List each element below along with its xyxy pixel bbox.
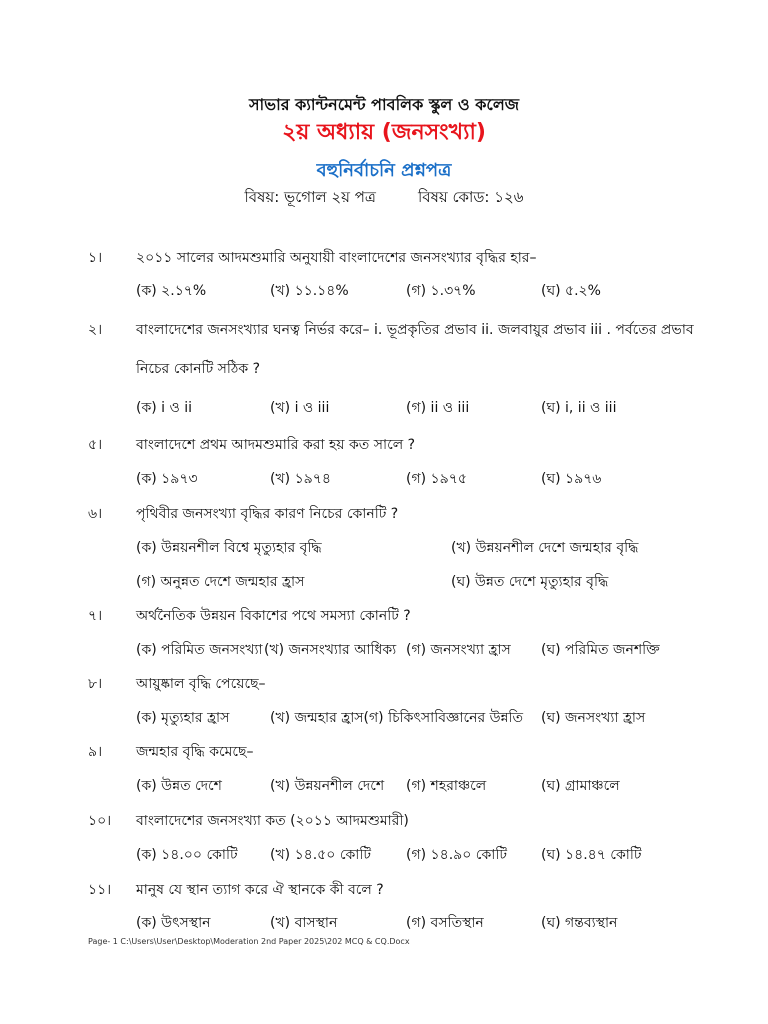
- question-number: ৬।: [88, 506, 103, 522]
- question-number: ৮।: [88, 676, 103, 692]
- option: (খ) উন্নয়নশীল দেশে জন্মহার বৃদ্ধি: [451, 540, 639, 556]
- option: (ক) ১৪.০০ কোটি: [136, 847, 238, 863]
- question-text: বাংলাদেশের জনসংখ্যা কত (২০১১ আদমশুমারী): [136, 813, 409, 829]
- option: (খ) বাসস্থান: [270, 915, 338, 931]
- option: (গ) ১.৩৭%: [406, 283, 476, 299]
- question-text: বাংলাদেশের জনসংখ্যার ঘনত্ব নির্ভর করে– i. ভূপ্রকৃতির প্রভাব ii. জলবায়ুর প্রভাব iii . পর্বতের প্রভাব: [136, 322, 694, 338]
- option: (ক) i ও ii: [136, 400, 193, 416]
- subject-code: বিষয় কোড: ১২৬: [417, 188, 524, 206]
- question-text: আয়ুষ্কাল বৃদ্ধি পেয়েছে–: [136, 676, 266, 692]
- option: (ক) মৃত্যুহার হ্রাস: [136, 710, 230, 726]
- question-text: অর্থনৈতিক উন্নয়ন বিকাশের পথে সমস্যা কোনটি ?: [136, 608, 411, 624]
- option: (ক) ২.১৭%: [136, 283, 207, 299]
- option: (খ) ১৪.৫০ কোটি: [270, 847, 371, 863]
- question-text: পৃথিবীর জনসংখ্যা বৃদ্ধির কারণ নিচের কোনটি ?: [136, 506, 399, 522]
- option: (ক) উৎসস্থান: [136, 915, 211, 931]
- option: (খ) উন্নয়নশীল দেশে: [270, 778, 385, 794]
- option: (খ) জন্মহার হ্রাস(গ) চিকিৎসাবিজ্ঞানের উন্নতি: [270, 710, 524, 726]
- chapter-title: ২য় অধ্যায় (জনসংখ্যা): [282, 120, 486, 145]
- option: (গ) ১৯৭৫: [406, 471, 467, 487]
- subject-line: [0, 186, 768, 211]
- question-type-title: বহুনির্বাচনি প্রশ্নপত্র: [316, 160, 452, 181]
- option: (ঘ) ৫.২%: [541, 283, 601, 299]
- question-text: মানুষ যে স্থান ত্যাগ করে ঐ স্থানকে কী বলে ?: [136, 882, 384, 898]
- option: (ঘ) i, ii ও iii: [541, 400, 617, 416]
- option: (গ) ii ও iii: [406, 400, 470, 416]
- option: (খ) জনসংখ্যার আধিক্য: [264, 642, 397, 658]
- question-text-2: নিচের কোনটি সঠিক ?: [136, 361, 261, 377]
- option: (গ) ১৪.৯০ কোটি: [406, 847, 507, 863]
- option: (গ) জনসংখ্যা হ্রাস: [406, 642, 511, 658]
- option: (ঘ) গন্তব্যস্থান: [541, 915, 618, 931]
- question-number: ৯।: [88, 744, 103, 760]
- page-footer: Page- 1 C:\Users\User\Desktop\Moderation 2nd Paper 2025\202 MCQ & CQ.Docx: [88, 937, 410, 946]
- option: (খ) ১১.১৪%: [270, 283, 349, 299]
- option: (ঘ) গ্রামাঞ্চলে: [541, 778, 620, 794]
- option: (ঘ) উন্নত দেশে মৃত্যুহার বৃদ্ধি: [451, 574, 609, 590]
- question-number: ১১।: [88, 882, 112, 898]
- option: (ক) উন্নয়নশীল বিশ্বে মৃত্যুহার বৃদ্ধি: [136, 540, 322, 556]
- question-number: ২।: [88, 322, 103, 338]
- option: (ক) ১৯৭৩: [136, 471, 198, 487]
- option: (ঘ) ১৯৭৬: [541, 471, 602, 487]
- option: (খ) i ও iii: [270, 400, 330, 416]
- question-text: জন্মহার বৃদ্ধি কমেছে–: [136, 744, 254, 760]
- option: (খ) ১৯৭৪: [270, 471, 331, 487]
- question-number: ৭।: [88, 608, 103, 624]
- subject-label: বিষয়: ভূগোল ২য় পত্র: [244, 188, 376, 206]
- question-number: ১০।: [88, 813, 112, 829]
- option: (ক) পরিমিত জনসংখ্যা: [136, 642, 263, 658]
- school-name: সাভার ক্যান্টনমেন্ট পাবলিক স্কুল ও কলেজ: [248, 95, 520, 114]
- question-text: ২০১১ সালের আদমশুমারি অনুযায়ী বাংলাদেশের জনসংখ্যার বৃদ্ধির হার–: [136, 250, 537, 266]
- option: (ক) উন্নত দেশে: [136, 778, 222, 794]
- option: (গ) অনুন্নত দেশে জন্মহার হ্রাস: [136, 574, 305, 590]
- option: (ঘ) জনসংখ্যা হ্রাস: [541, 710, 646, 726]
- option: (ঘ) ১৪.৪৭ কোটি: [541, 847, 642, 863]
- question-text: বাংলাদেশে প্রথম আদমশুমারি করা হয় কত সালে ?: [136, 437, 416, 453]
- option: (ঘ) পরিমিত জনশক্তি: [541, 642, 660, 658]
- option: (গ) বসতিস্থান: [406, 915, 484, 931]
- option: (গ) শহরাঞ্চলে: [406, 778, 487, 794]
- question-number: ৫।: [88, 437, 103, 453]
- question-number: ১।: [88, 250, 103, 266]
